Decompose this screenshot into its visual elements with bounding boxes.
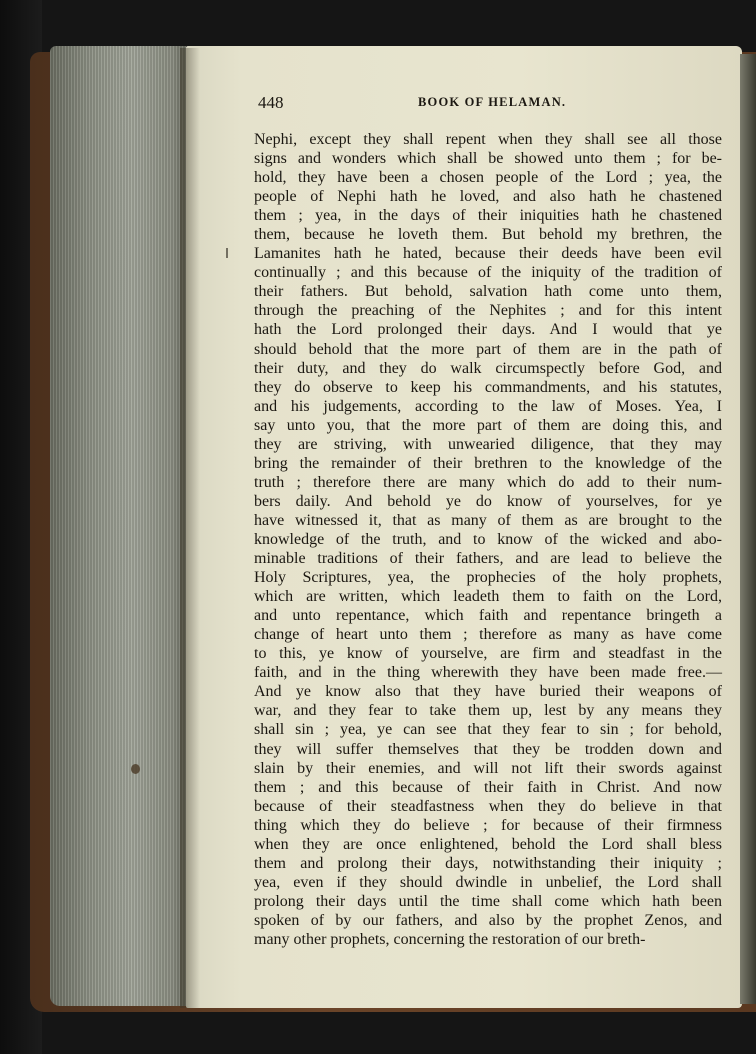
- text-line: Holy Scriptures, yea, the prophecies of the holy prophets,: [254, 569, 722, 587]
- text-line: them, because he loveth them. But behold my brethren, the: [254, 226, 722, 244]
- text-line: say unto you, that the more part of them are doing this, and: [254, 416, 722, 434]
- running-title: BOOK OF HELAMAN.: [418, 95, 567, 109]
- text-line: continually ; and this because of the iniquity of the tradition of: [254, 264, 722, 282]
- page-right-edge: [740, 54, 756, 1004]
- text-line: faith, and in the thing wherewith they have been made free.—: [254, 664, 722, 682]
- text-line: should behold that the more part of them are in the path of: [254, 340, 722, 358]
- margin-mark: [226, 248, 228, 258]
- text-line: prolong their days until the time shall come which hath been: [254, 892, 722, 910]
- text-line: them ; and this because of their faith in Christ. And now: [254, 778, 722, 796]
- text-line: thing which they do believe ; for because of their firmness: [254, 816, 722, 834]
- text-line: war, and they fear to take them up, lest by any means they: [254, 702, 722, 720]
- text-line: which are written, which leadeth them to faith on the Lord,: [254, 588, 722, 606]
- text-line: to this, ye know of yourselve, are firm and steadfast in the: [254, 645, 722, 663]
- text-line: hath the Lord prolonged their days. And I would that ye: [254, 321, 722, 339]
- text-line: they will suffer themselves that they be trodden down and: [254, 740, 722, 758]
- page-number: 448: [258, 93, 284, 112]
- text-line: people of Nephi hath he loved, and also hath he chastened: [254, 188, 722, 206]
- text-line: through the preaching of the Nephites ; and for this intent: [254, 302, 722, 320]
- text-line: slain by their enemies, and will not lift their swords against: [254, 759, 722, 777]
- text-line: many other prophets, concerning the restoration of our breth-: [254, 930, 646, 948]
- text-line: their fathers. But behold, salvation hath come unto them,: [254, 283, 722, 301]
- gutter-shadow: [180, 48, 200, 1008]
- running-head: [258, 93, 720, 113]
- text-line: hold, they have been a chosen people of the Lord ; yea, the: [254, 169, 722, 187]
- text-line: them ; yea, in the days of their iniquities hath he chastened: [254, 207, 722, 225]
- text-line: and unto repentance, which faith and repentance bringeth a: [254, 607, 722, 625]
- text-line: bring the remainder of their brethren to the knowledge of the: [254, 454, 722, 472]
- text-line: shall sin ; yea, ye can see that they fear to sin ; for behold,: [254, 721, 722, 739]
- page-block-edges: [50, 46, 186, 1006]
- text-line: and his judgements, according to the law of Moses. Yea, I: [254, 397, 722, 415]
- cover-stain: [131, 764, 140, 774]
- body-text: [254, 130, 722, 949]
- text-line: knowledge of the truth, and to know of the wicked and abo-: [254, 530, 722, 548]
- text-line: they do observe to keep his commandments, and his statutes,: [254, 378, 722, 396]
- text-line: And ye know also that they have buried their weapons of: [254, 683, 722, 701]
- text-line: because of their steadfastness when they do believe in that: [254, 797, 722, 815]
- text-line: signs and wonders which shall be showed unto them ; for be-: [254, 150, 722, 168]
- text-line: Lamanites hath he hated, because their deeds have been evil: [254, 245, 722, 263]
- text-line: their duty, and they do walk circumspectly before God, and: [254, 359, 722, 377]
- text-line: yea, even if they should dwindle in unbelief, the Lord shall: [254, 873, 722, 891]
- text-line: Nephi, except they shall repent when they shall see all those: [254, 131, 722, 148]
- text-line: them and prolong their days, notwithstanding their iniquity ;: [254, 854, 722, 872]
- text-line: spoken of by our fathers, and also by the prophet Zenos, and: [254, 911, 722, 929]
- text-line: truth ; therefore there are many which do add to their num-: [254, 473, 722, 491]
- text-line: they are striving, with unwearied diligence, that they may: [254, 435, 722, 453]
- text-line: change of heart unto them ; therefore as many as have come: [254, 626, 722, 644]
- text-line: have witnessed it, that as many of them as are brought to the: [254, 511, 722, 529]
- text-line: minable traditions of their fathers, and are lead to believe the: [254, 550, 722, 568]
- text-line: when they are once enlightened, behold the Lord shall bless: [254, 835, 722, 853]
- text-line: bers daily. And behold ye do know of yourselves, for ye: [254, 492, 722, 510]
